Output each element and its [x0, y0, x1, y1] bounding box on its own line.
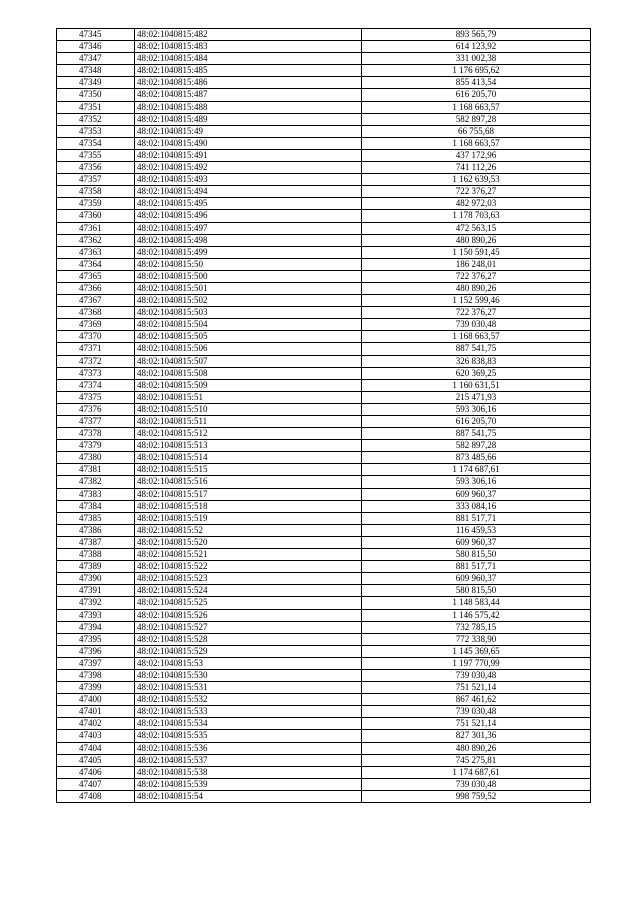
table-row: [57, 391, 591, 403]
table-row: [57, 585, 591, 597]
table-row: [57, 29, 591, 41]
cadastral-value-cell: 1 160 631,51: [362, 379, 591, 391]
table-row: [57, 536, 591, 548]
table-row: [57, 730, 591, 742]
row-number-cell: 47405: [57, 754, 135, 766]
row-number-cell: 47352: [57, 113, 135, 125]
row-number-cell: 47373: [57, 367, 135, 379]
row-number-cell: 47399: [57, 682, 135, 694]
cadastral-value-cell: 881 517,71: [362, 512, 591, 524]
row-number-cell: 47358: [57, 186, 135, 198]
row-number-cell: 47391: [57, 585, 135, 597]
row-number-cell: 47382: [57, 476, 135, 488]
row-number-cell: 47365: [57, 270, 135, 282]
cadastral-value-cell: 1 174 687,61: [362, 464, 591, 476]
row-number-cell: 47398: [57, 669, 135, 681]
cadastral-number-cell: 48:02:1040815:528: [135, 633, 362, 645]
cadastral-number-cell: 48:02:1040815:498: [135, 234, 362, 246]
row-number-cell: 47361: [57, 222, 135, 234]
cadastral-number-cell: 48:02:1040815:54: [135, 790, 362, 802]
cadastral-value-cell: 609 960,37: [362, 573, 591, 585]
table-row: [57, 440, 591, 452]
table-row: [57, 645, 591, 657]
row-number-cell: 47384: [57, 500, 135, 512]
row-number-cell: 47372: [57, 355, 135, 367]
cadastral-value-cell: 480 890,26: [362, 234, 591, 246]
cadastral-number-cell: 48:02:1040815:499: [135, 246, 362, 258]
cadastral-value-cell: 580 815,50: [362, 585, 591, 597]
cadastral-number-cell: 48:02:1040815:533: [135, 706, 362, 718]
row-number-cell: 47402: [57, 718, 135, 730]
table-row: [57, 718, 591, 730]
cadastral-number-cell: 48:02:1040815:530: [135, 669, 362, 681]
cadastral-number-cell: 48:02:1040815:484: [135, 53, 362, 65]
cadastral-number-cell: 48:02:1040815:519: [135, 512, 362, 524]
cadastral-value-cell: 751 521,14: [362, 682, 591, 694]
table-row: [57, 452, 591, 464]
row-number-cell: 47354: [57, 137, 135, 149]
cadastral-number-cell: 48:02:1040815:495: [135, 198, 362, 210]
cadastral-value-cell: 887 541,75: [362, 428, 591, 440]
table-row: [57, 428, 591, 440]
table-row: [57, 113, 591, 125]
row-number-cell: 47366: [57, 282, 135, 294]
cadastral-number-cell: 48:02:1040815:510: [135, 403, 362, 415]
row-number-cell: 47408: [57, 790, 135, 802]
cadastral-value-cell: 893 565,79: [362, 29, 591, 41]
cadastral-value-cell: 1 148 583,44: [362, 597, 591, 609]
cadastral-number-cell: 48:02:1040815:536: [135, 742, 362, 754]
row-number-cell: 47353: [57, 125, 135, 137]
row-number-cell: 47401: [57, 706, 135, 718]
row-number-cell: 47368: [57, 307, 135, 319]
table-row: [57, 561, 591, 573]
table-row: [57, 174, 591, 186]
cadastral-number-cell: 48:02:1040815:514: [135, 452, 362, 464]
cadastral-value-cell: 582 897,28: [362, 440, 591, 452]
cadastral-number-cell: 48:02:1040815:531: [135, 682, 362, 694]
cadastral-value-cell: 739 030,48: [362, 319, 591, 331]
cadastral-value-cell: 741 112,26: [362, 162, 591, 174]
cadastral-value-cell: 739 030,48: [362, 778, 591, 790]
cadastral-value-cell: 772 338,90: [362, 633, 591, 645]
row-number-cell: 47369: [57, 319, 135, 331]
cadastral-value-cell: 881 517,71: [362, 561, 591, 573]
cadastral-number-cell: 48:02:1040815:53: [135, 657, 362, 669]
row-number-cell: 47356: [57, 162, 135, 174]
cadastral-number-cell: 48:02:1040815:492: [135, 162, 362, 174]
cadastral-value-cell: 482 972,03: [362, 198, 591, 210]
cadastral-value-cell: 480 890,26: [362, 742, 591, 754]
cadastral-number-cell: 48:02:1040815:507: [135, 355, 362, 367]
table-row: [57, 706, 591, 718]
row-number-cell: 47403: [57, 730, 135, 742]
row-number-cell: 47349: [57, 77, 135, 89]
cadastral-value-cell: 616 205,70: [362, 416, 591, 428]
table-row: [57, 222, 591, 234]
row-number-cell: 47345: [57, 29, 135, 41]
cadastral-number-cell: 48:02:1040815:503: [135, 307, 362, 319]
table-row: [57, 41, 591, 53]
cadastral-number-cell: 48:02:1040815:524: [135, 585, 362, 597]
cadastral-value-cell: 732 785,15: [362, 621, 591, 633]
cadastral-value-cell: 609 960,37: [362, 536, 591, 548]
cadastral-value-cell: 739 030,48: [362, 669, 591, 681]
table-row: [57, 295, 591, 307]
cadastral-value-cell: 745 275,81: [362, 754, 591, 766]
cadastral-value-cell: 998 759,52: [362, 790, 591, 802]
cadastral-number-cell: 48:02:1040815:49: [135, 125, 362, 137]
cadastral-number-cell: 48:02:1040815:513: [135, 440, 362, 452]
table-row: [57, 53, 591, 65]
table-row: [57, 669, 591, 681]
cadastral-value-cell: 582 897,28: [362, 113, 591, 125]
cadastral-number-cell: 48:02:1040815:51: [135, 391, 362, 403]
cadastral-value-cell: 616 205,70: [362, 89, 591, 101]
row-number-cell: 47400: [57, 694, 135, 706]
cadastral-value-cell: 1 146 575,42: [362, 609, 591, 621]
table-row: [57, 343, 591, 355]
table-row: [57, 186, 591, 198]
row-number-cell: 47387: [57, 536, 135, 548]
cadastral-number-cell: 48:02:1040815:511: [135, 416, 362, 428]
table-row: [57, 549, 591, 561]
cadastral-value-cell: 437 172,96: [362, 149, 591, 161]
cadastral-number-cell: 48:02:1040815:485: [135, 65, 362, 77]
row-number-cell: 47376: [57, 403, 135, 415]
cadastral-value-cell: 480 890,26: [362, 282, 591, 294]
row-number-cell: 47347: [57, 53, 135, 65]
table-row: [57, 125, 591, 137]
table-row: [57, 89, 591, 101]
cadastral-number-cell: 48:02:1040815:52: [135, 524, 362, 536]
cadastral-number-cell: 48:02:1040815:501: [135, 282, 362, 294]
cadastral-number-cell: 48:02:1040815:527: [135, 621, 362, 633]
cadastral-number-cell: 48:02:1040815:538: [135, 766, 362, 778]
cadastral-value-cell: 887 541,75: [362, 343, 591, 355]
cadastral-value-cell: 331 002,38: [362, 53, 591, 65]
cadastral-number-cell: 48:02:1040815:517: [135, 488, 362, 500]
table-row: [57, 694, 591, 706]
cadastral-value-cell: 580 815,50: [362, 549, 591, 561]
row-number-cell: 47350: [57, 89, 135, 101]
table-row: [57, 476, 591, 488]
cadastral-number-cell: 48:02:1040815:532: [135, 694, 362, 706]
row-number-cell: 47346: [57, 41, 135, 53]
cadastral-value-cell: 215 471,93: [362, 391, 591, 403]
cadastral-number-cell: 48:02:1040815:525: [135, 597, 362, 609]
row-number-cell: 47380: [57, 452, 135, 464]
cadastral-number-cell: 48:02:1040815:491: [135, 149, 362, 161]
cadastral-value-cell: 751 521,14: [362, 718, 591, 730]
row-number-cell: 47355: [57, 149, 135, 161]
table-row: [57, 101, 591, 113]
table-row: [57, 464, 591, 476]
cadastral-number-cell: 48:02:1040815:518: [135, 500, 362, 512]
cadastral-value-cell: 739 030,48: [362, 706, 591, 718]
table-row: [57, 403, 591, 415]
row-number-cell: 47374: [57, 379, 135, 391]
cadastral-number-cell: 48:02:1040815:496: [135, 210, 362, 222]
row-number-cell: 47407: [57, 778, 135, 790]
table-row: [57, 149, 591, 161]
row-number-cell: 47381: [57, 464, 135, 476]
row-number-cell: 47389: [57, 561, 135, 573]
cadastral-number-cell: 48:02:1040815:506: [135, 343, 362, 355]
cadastral-value-cell: 1 168 663,57: [362, 137, 591, 149]
row-number-cell: 47393: [57, 609, 135, 621]
cadastral-number-cell: 48:02:1040815:488: [135, 101, 362, 113]
table-row: [57, 609, 591, 621]
cadastral-value-cell: 614 123,92: [362, 41, 591, 53]
row-number-cell: 47404: [57, 742, 135, 754]
cadastral-value-cell: 326 838,83: [362, 355, 591, 367]
row-number-cell: 47390: [57, 573, 135, 585]
cadastral-value-cell: 1 174 687,61: [362, 766, 591, 778]
row-number-cell: 47377: [57, 416, 135, 428]
cadastral-number-cell: 48:02:1040815:526: [135, 609, 362, 621]
cadastral-number-cell: 48:02:1040815:494: [135, 186, 362, 198]
cadastral-value-cell: 1 152 599,46: [362, 295, 591, 307]
table-row: [57, 331, 591, 343]
cadastral-number-cell: 48:02:1040815:489: [135, 113, 362, 125]
cadastral-value-cell: 1 176 695,62: [362, 65, 591, 77]
table-row: [57, 282, 591, 294]
cadastral-number-cell: 48:02:1040815:502: [135, 295, 362, 307]
row-number-cell: 47367: [57, 295, 135, 307]
row-number-cell: 47371: [57, 343, 135, 355]
cadastral-value-cell: 1 162 639,53: [362, 174, 591, 186]
row-number-cell: 47379: [57, 440, 135, 452]
row-number-cell: 47364: [57, 258, 135, 270]
cadastral-number-cell: 48:02:1040815:535: [135, 730, 362, 742]
row-number-cell: 47386: [57, 524, 135, 536]
table-row: [57, 573, 591, 585]
cadastral-value-cell: 722 376,27: [362, 307, 591, 319]
cadastral-number-cell: 48:02:1040815:522: [135, 561, 362, 573]
cadastral-number-cell: 48:02:1040815:482: [135, 29, 362, 41]
cadastral-number-cell: 48:02:1040815:534: [135, 718, 362, 730]
cadastral-value-cell: 1 197 770,99: [362, 657, 591, 669]
cadastral-value-cell: 620 369,25: [362, 367, 591, 379]
table-row: [57, 198, 591, 210]
cadastral-value-cell: 609 960,37: [362, 488, 591, 500]
cadastral-number-cell: 48:02:1040815:486: [135, 77, 362, 89]
table-row: [57, 77, 591, 89]
table-row: [57, 270, 591, 282]
row-number-cell: 47378: [57, 428, 135, 440]
table-row: [57, 234, 591, 246]
cadastral-value-cell: 116 459,53: [362, 524, 591, 536]
cadastral-number-cell: 48:02:1040815:523: [135, 573, 362, 585]
cadastral-number-cell: 48:02:1040815:521: [135, 549, 362, 561]
table-row: [57, 307, 591, 319]
table-row: [57, 416, 591, 428]
cadastral-value-cell: 1 168 663,57: [362, 101, 591, 113]
cadastral-number-cell: 48:02:1040815:505: [135, 331, 362, 343]
table-row: [57, 657, 591, 669]
cadastral-number-cell: 48:02:1040815:497: [135, 222, 362, 234]
table-row: [57, 65, 591, 77]
table-row: [57, 742, 591, 754]
row-number-cell: 47396: [57, 645, 135, 657]
table-body: [57, 29, 591, 803]
row-number-cell: 47370: [57, 331, 135, 343]
table-row: [57, 766, 591, 778]
table-row: [57, 597, 591, 609]
cadastral-number-cell: 48:02:1040815:50: [135, 258, 362, 270]
cadastral-number-cell: 48:02:1040815:500: [135, 270, 362, 282]
cadastral-value-cell: 593 306,16: [362, 403, 591, 415]
table-row: [57, 258, 591, 270]
row-number-cell: 47360: [57, 210, 135, 222]
cadastral-value-cell: 1 145 369,65: [362, 645, 591, 657]
table-row: [57, 355, 591, 367]
cadastral-number-cell: 48:02:1040815:512: [135, 428, 362, 440]
table-row: [57, 682, 591, 694]
row-number-cell: 47394: [57, 621, 135, 633]
row-number-cell: 47363: [57, 246, 135, 258]
cadastral-value-cell: 722 376,27: [362, 270, 591, 282]
cadastral-value-cell: 1 168 663,57: [362, 331, 591, 343]
table-row: [57, 778, 591, 790]
cadastral-value-cell: 333 084,16: [362, 500, 591, 512]
cadastral-number-cell: 48:02:1040815:487: [135, 89, 362, 101]
table-row: [57, 367, 591, 379]
cadastral-value-cell: 827 301,36: [362, 730, 591, 742]
cadastral-number-cell: 48:02:1040815:483: [135, 41, 362, 53]
table-row: [57, 488, 591, 500]
row-number-cell: 47388: [57, 549, 135, 561]
row-number-cell: 47357: [57, 174, 135, 186]
table-row: [57, 633, 591, 645]
cadastral-value-cell: 186 248,01: [362, 258, 591, 270]
table-row: [57, 754, 591, 766]
table-row: [57, 500, 591, 512]
cadastral-value-cell: 855 413,54: [362, 77, 591, 89]
cadastral-number-cell: 48:02:1040815:490: [135, 137, 362, 149]
table-row: [57, 379, 591, 391]
cadastral-number-cell: 48:02:1040815:520: [135, 536, 362, 548]
table-row: [57, 621, 591, 633]
table-row: [57, 790, 591, 802]
row-number-cell: 47392: [57, 597, 135, 609]
cadastral-value-cell: 722 376,27: [362, 186, 591, 198]
table-row: [57, 246, 591, 258]
cadastral-number-cell: 48:02:1040815:516: [135, 476, 362, 488]
cadastral-value-cell: 867 461,62: [362, 694, 591, 706]
row-number-cell: 47395: [57, 633, 135, 645]
cadastral-value-cell: 66 755,68: [362, 125, 591, 137]
row-number-cell: 47375: [57, 391, 135, 403]
cadastral-number-cell: 48:02:1040815:509: [135, 379, 362, 391]
table-row: [57, 512, 591, 524]
cadastral-number-cell: 48:02:1040815:529: [135, 645, 362, 657]
cadastral-number-cell: 48:02:1040815:504: [135, 319, 362, 331]
cadastral-value-cell: 472 563,15: [362, 222, 591, 234]
row-number-cell: 47351: [57, 101, 135, 113]
cadastral-value-cell: 873 485,66: [362, 452, 591, 464]
table-row: [57, 162, 591, 174]
row-number-cell: 47385: [57, 512, 135, 524]
table-row: [57, 137, 591, 149]
row-number-cell: 47397: [57, 657, 135, 669]
row-number-cell: 47348: [57, 65, 135, 77]
cadastral-number-cell: 48:02:1040815:493: [135, 174, 362, 186]
cadastral-number-cell: 48:02:1040815:508: [135, 367, 362, 379]
row-number-cell: 47362: [57, 234, 135, 246]
table-row: [57, 524, 591, 536]
cadastral-value-table: [56, 28, 591, 803]
row-number-cell: 47359: [57, 198, 135, 210]
cadastral-value-cell: 1 150 591,45: [362, 246, 591, 258]
table-row: [57, 319, 591, 331]
cadastral-value-cell: 593 306,16: [362, 476, 591, 488]
cadastral-number-cell: 48:02:1040815:539: [135, 778, 362, 790]
cadastral-number-cell: 48:02:1040815:515: [135, 464, 362, 476]
row-number-cell: 47406: [57, 766, 135, 778]
cadastral-value-cell: 1 178 703,63: [362, 210, 591, 222]
row-number-cell: 47383: [57, 488, 135, 500]
cadastral-number-cell: 48:02:1040815:537: [135, 754, 362, 766]
table-row: [57, 210, 591, 222]
